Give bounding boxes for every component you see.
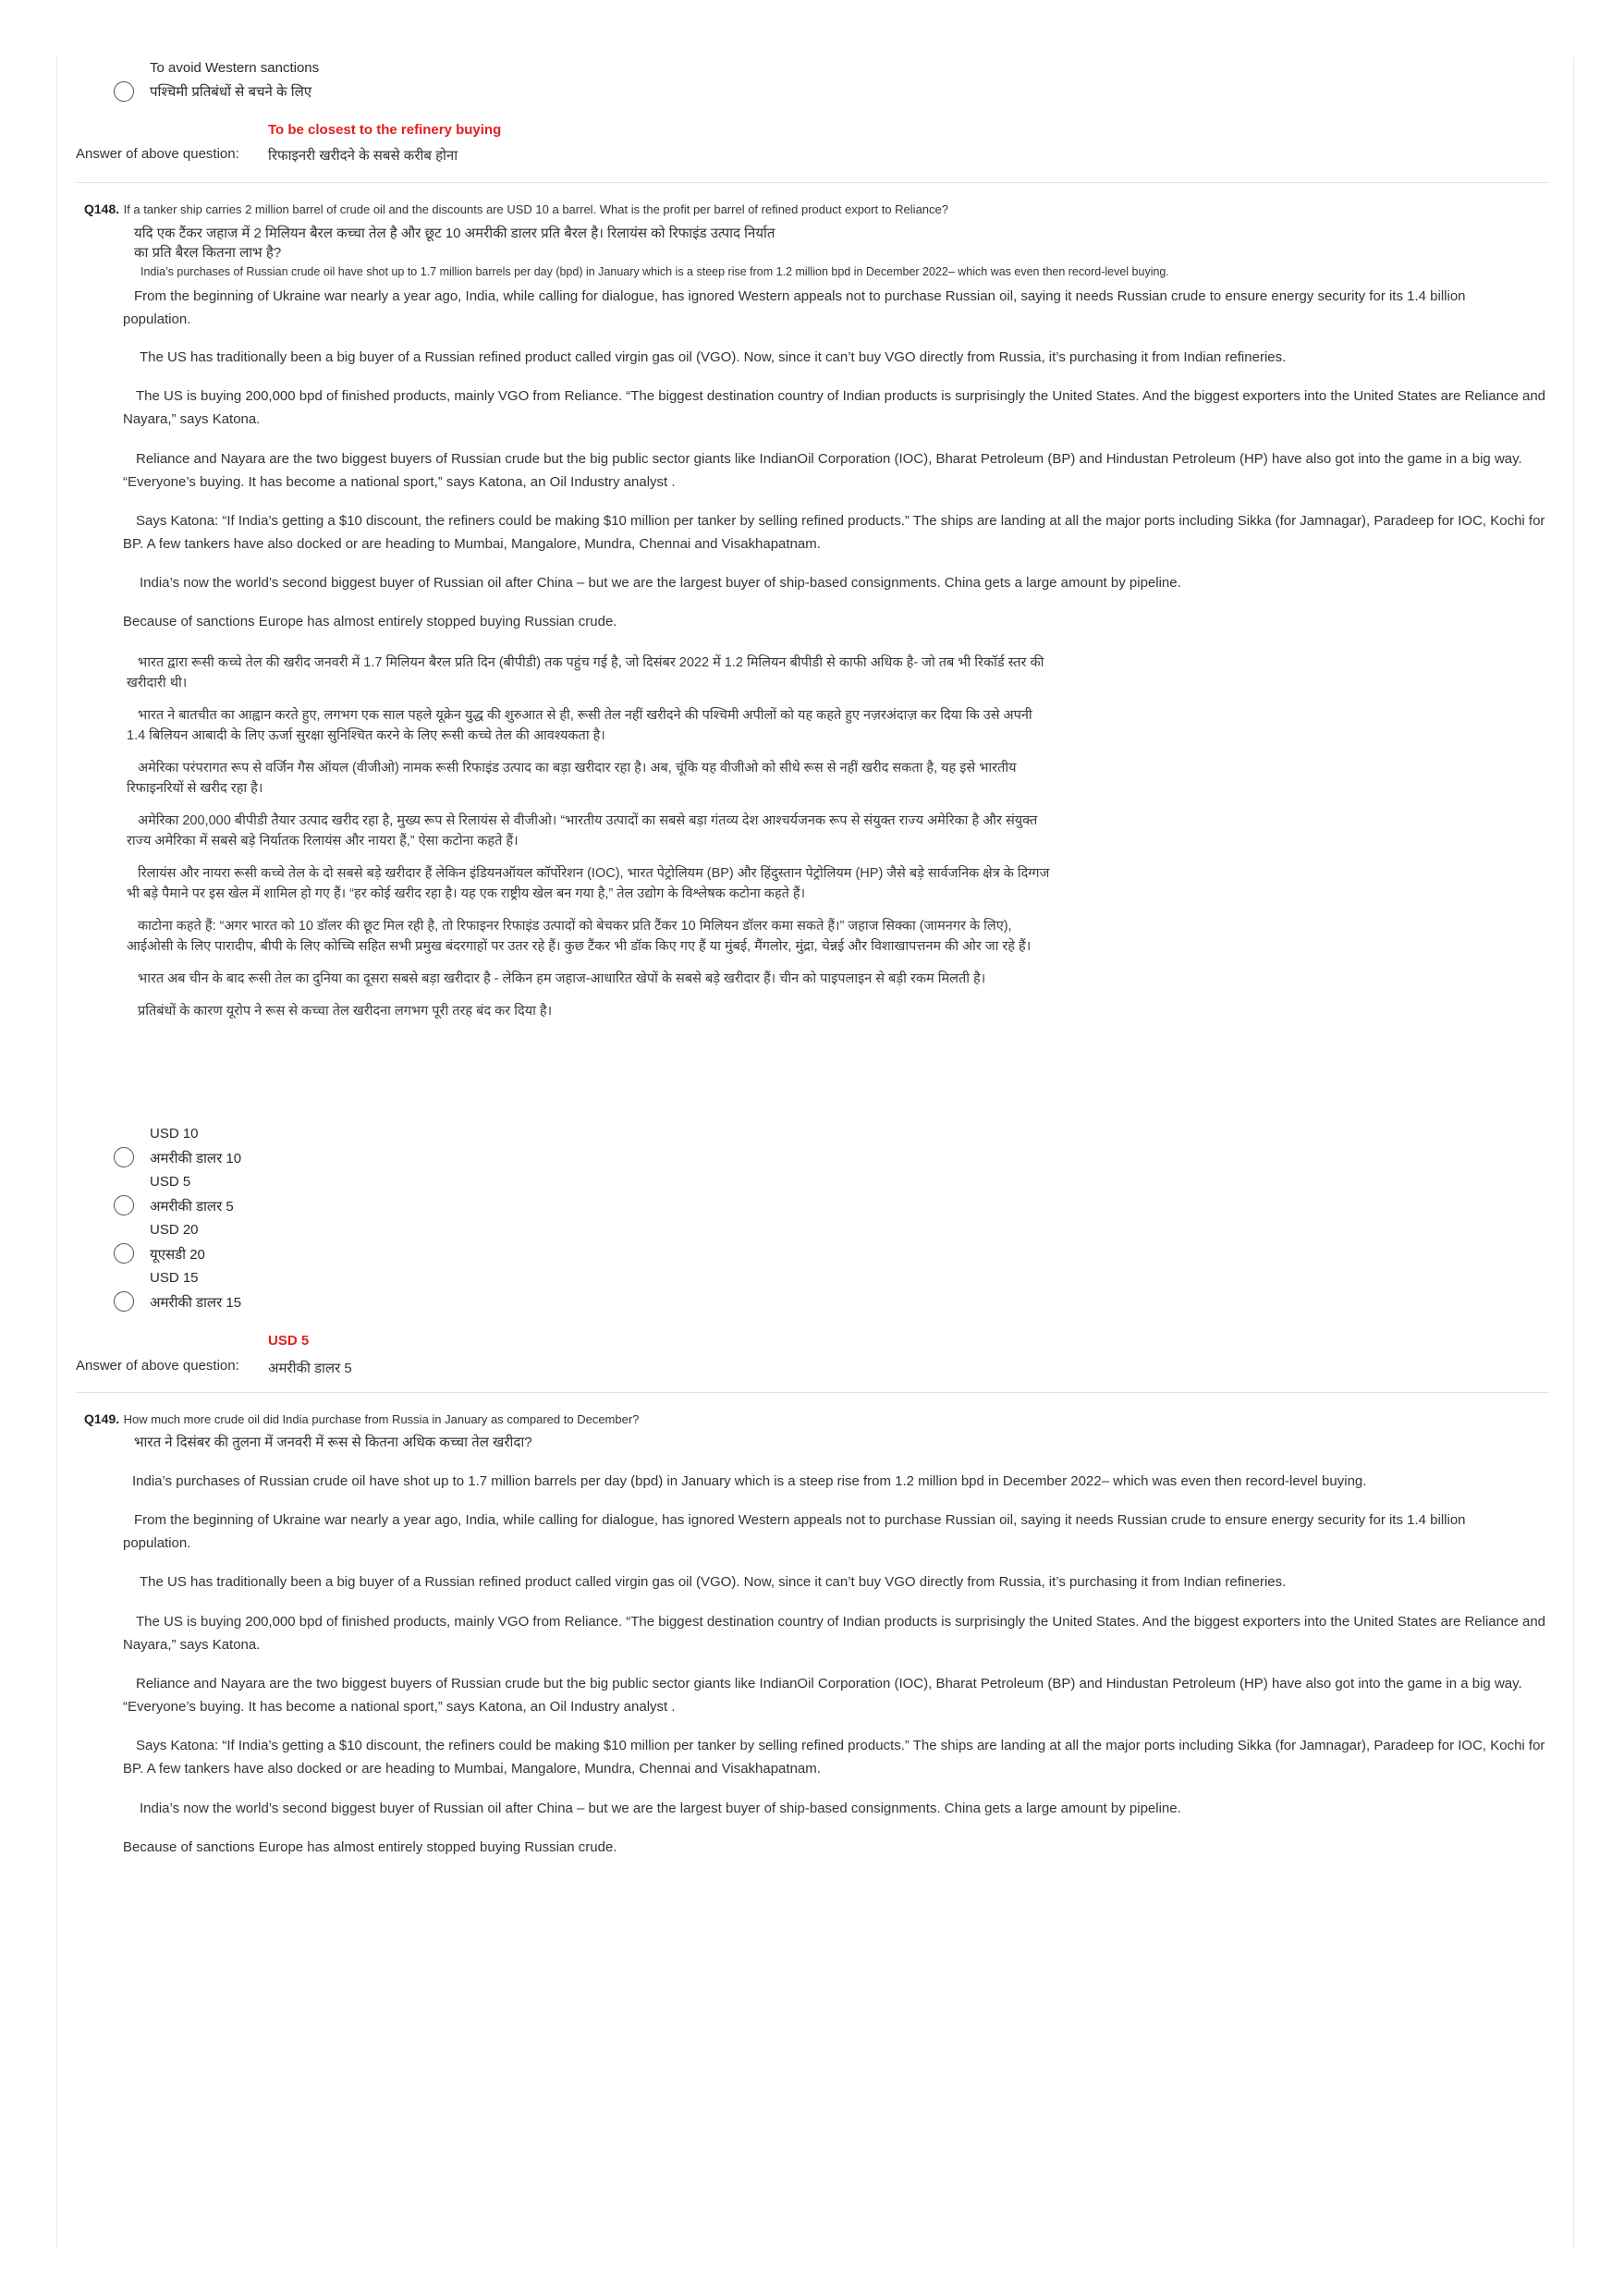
correct-answer-hi: रिफाइनरी खरीदने के सबसे करीब होना: [268, 148, 458, 164]
question-number: Q149.: [84, 1411, 120, 1426]
answer-label: Answer of above question:: [76, 1358, 239, 1374]
correct-answer-hi: अमरीकी डालर 5: [268, 1361, 352, 1376]
question-149: [84, 1411, 1526, 1428]
passage-paragraph: The US has traditionally been a big buyer of a Russian refined product called virgin gas oil (VGO). Now, since it can’t buy VGO directly from Russia, it’s purchasing it from Indian refineries.: [140, 1574, 1287, 1590]
question-text-hi: भारत ने दिसंबर की तुलना में जनवरी में रूस से कितना अधिक कच्चा तेल खरीदा?: [134, 1435, 532, 1450]
passage-hindi: [127, 653, 1051, 1033]
passage-paragraph: Says Katona: “If India’s getting a $10 discount, the refiners could be making $10 million per tanker by selling refined products.” The ships are landing at all the major ports including Sikka (for Jamnagar), Paradeep for IOC, Kochi for BP. A few tankers have also docked or are heading to Mumbai, Mangalore, Mundra, Chennai and Visakhapatnam.: [123, 513, 1545, 552]
passage-paragraph: From the beginning of Ukraine war nearly a year ago, India, while calling for dialogue, has ignored Western appeals not to purchase Russian oil, saying it needs Russian crude to ensure energy security for its 1.4 billion population.: [123, 288, 1466, 327]
passage-hindi-paragraph: भारत ने बातचीत का आह्वान करते हुए, लगभग एक साल पहले यूक्रेन युद्ध की शुरुआत से ही, रूसी तेल नहीं खरीदने की पश्चिमी अपीलों को यह कहते हुए नज़रअंदाज़ कर दिया कि उसे अपनी 1.4 बिलियन आबादी के लिए ऊर्जा सुरक्षा सुनिश्चित करने के लिए रूसी कच्चे तेल की आवश्यकता है।: [127, 708, 1032, 743]
question-divider: [76, 182, 1549, 183]
passage-paragraph: India’s purchases of Russian crude oil have shot up to 1.7 million barrels per day (bpd) in January which is a steep rise from 1.2 million bpd in December 2022– which was even then record-level buying.: [132, 1473, 1367, 1489]
option-label-en: USD 15: [150, 1270, 199, 1286]
question-text-hi: यदि एक टैंकर जहाज में 2 मिलियन बैरल कच्चा तेल है और छूट 10 अमरीकी डालर प्रति बैरल है। रिलायंस को रिफाइंड उत्पाद निर्यात: [134, 226, 775, 241]
option-label-en: USD 20: [150, 1222, 199, 1238]
option-radio[interactable]: [114, 1195, 134, 1215]
passage-paragraph: Because of sanctions Europe has almost entirely stopped buying Russian crude.: [123, 1839, 617, 1855]
passage-hindi-paragraph: काटोना कहते हैं: “अगर भारत को 10 डॉलर की छूट मिल रही है, तो रिफाइनर रिफाइंड उत्पादों को बेचकर प्रति टैंकर 10 मिलियन डॉलर कमा सकते हैं।” जहाज सिक्का (जामनगर के लिए), आईओसी के लिए पारादीप, बीपी के लिए कोच्चि सहित सभी प्रमुख बंदरगाहों पर उतर रहे हैं। कुछ टैंकर भी डॉक किए गए हैं या मुंबई, मैंगलोर, मुंद्रा, चेन्नई और विशाखापत्तनम की ओर जा रहे हैं।: [127, 919, 1032, 954]
question-text-en: If a tanker ship carries 2 million barrel of crude oil and the discounts are USD 10 a barrel. What is the profit per barrel of refined product export to Reliance?: [123, 202, 948, 216]
passage-paragraph: Says Katona: “If India’s getting a $10 discount, the refiners could be making $10 million per tanker by selling refined products.” The ships are landing at all the major ports including Sikka (for Jamnagar), Paradeep for IOC, Kochi for BP. A few tankers have also docked or are heading to Mumbai, Mangalore, Mundra, Chennai and Visakhapatnam.: [123, 1738, 1545, 1777]
passage-paragraph: India’s now the world’s second biggest buyer of Russian oil after China – but we are the largest buyer of ship-based consignments. China gets a large amount by pipeline.: [140, 575, 1181, 591]
option-radio[interactable]: [114, 1147, 134, 1167]
question-number: Q148.: [84, 202, 120, 216]
passage-paragraph: Reliance and Nayara are the two biggest buyers of Russian crude but the big public sector giants like IndianOil Corporation (IOC), Bharat Petroleum (BP) and Hindustan Petroleum (HP) have also got into the game in a big way. “Everyone’s buying. It has become a national sport,” says Katona, an Oil Industry analyst .: [123, 1676, 1522, 1715]
question-text-hi-2: का प्रति बैरल कितना लाभ है?: [134, 245, 282, 261]
option-label-hi: पश्चिमी प्रतिबंधों से बचने के लिए: [150, 84, 312, 100]
question-text-en: How much more crude oil did India purchase from Russia in January as compared to December?: [123, 1412, 640, 1426]
passage-hindi-paragraph: भारत द्वारा रूसी कच्चे तेल की खरीद जनवरी में 1.7 मिलियन बैरल प्रति दिन (बीपीडी) तक पहुंच गई है, जो दिसंबर 2022 में 1.2 मिलियन बीपीडी से काफी अधिक है- जो तब भी रिकॉर्ड स्तर की खरीदारी थी।: [127, 655, 1044, 690]
option-label-en: To avoid Western sanctions: [150, 60, 320, 76]
passage-hindi-paragraph: अमेरिका परंपरागत रूप से वर्जिन गैस ऑयल (वीजीओ) नामक रूसी रिफाइंड उत्पाद का बड़ा खरीदार रहा है। अब, चूंकि यह वीजीओ को सीधे रूस से नहीं खरीद सकता है, यह इसे भारतीय रिफाइनरियों से खरीद रहा है।: [127, 761, 1017, 796]
passage-paragraph: The US is buying 200,000 bpd of finished products, mainly VGO from Reliance. “The biggest destination country of Indian products is surprisingly the United States. And the biggest exporters into the United States are Reliance and Nayara,” says Katona.: [123, 388, 1546, 427]
passage-paragraph: From the beginning of Ukraine war nearly a year ago, India, while calling for dialogue, has ignored Western appeals not to purchase Russian oil, saying it needs Russian crude to ensure energy security for its 1.4 billion population.: [123, 1512, 1466, 1551]
passage-paragraph: The US is buying 200,000 bpd of finished products, mainly VGO from Reliance. “The biggest destination country of Indian products is surprisingly the United States. And the biggest exporters into the United States are Reliance and Nayara,” says Katona.: [123, 1614, 1546, 1653]
passage-paragraph: India’s purchases of Russian crude oil have shot up to 1.7 million barrels per day (bpd) in January which is a steep rise from 1.2 million bpd in December 2022– which was even then record-level buying.: [140, 265, 1169, 278]
option-radio[interactable]: [114, 81, 134, 102]
answer-label: Answer of above question:: [76, 146, 239, 162]
option-label-en: USD 10: [150, 1126, 199, 1142]
passage-paragraph: Because of sanctions Europe has almost entirely stopped buying Russian crude.: [123, 614, 617, 629]
passage-paragraph: India’s now the world’s second biggest buyer of Russian oil after China – but we are the largest buyer of ship-based consignments. China gets a large amount by pipeline.: [140, 1801, 1181, 1816]
option-radio[interactable]: [114, 1291, 134, 1312]
passage-paragraph: The US has traditionally been a big buyer of a Russian refined product called virgin gas oil (VGO). Now, since it can’t buy VGO directly from Russia, it’s purchasing it from Indian refineries.: [140, 349, 1287, 365]
passage-hindi-paragraph: भारत अब चीन के बाद रूसी तेल का दुनिया का दूसरा सबसे बड़ा खरीदार है - लेकिन हम जहाज-आधारित खेपों के सबसे बड़े खरीदार हैं। चीन को पाइपलाइन से बड़ी रकम मिलती है।: [138, 971, 986, 986]
question-divider: [76, 1392, 1549, 1393]
option-label-hi: अमरीकी डालर 15: [150, 1295, 242, 1311]
question-148: [84, 202, 1526, 218]
option-label-hi: यूएसडी 20: [150, 1247, 205, 1263]
option-label-hi: अमरीकी डालर 10: [150, 1151, 242, 1166]
correct-answer-en: To be closest to the refinery buying: [268, 122, 502, 138]
option-label-en: USD 5: [150, 1174, 191, 1190]
option-radio[interactable]: [114, 1243, 134, 1264]
passage-hindi-paragraph: रिलायंस और नायरा रूसी कच्चे तेल के दो सबसे बड़े खरीदार हैं लेकिन इंडियनऑयल कॉर्पोरेशन (IOC), भारत पेट्रोलियम (BP) और हिंदुस्तान पेट्रोलियम (HP) जैसे बड़े सार्वजनिक क्षेत्र के दिग्गज भी बड़े पैमाने पर इस खेल में शामिल हो गए हैं। “हर कोई खरीद रहा है। यह एक राष्ट्रीय खेल बन गया है,” तेल उद्योग के विश्लेषक कटोना कहते हैं।: [127, 866, 1050, 901]
correct-answer-en: USD 5: [268, 1333, 310, 1349]
passage-paragraph: Reliance and Nayara are the two biggest buyers of Russian crude but the big public sector giants like IndianOil Corporation (IOC), Bharat Petroleum (BP) and Hindustan Petroleum (HP) have also got into the game in a big way. “Everyone’s buying. It has become a national sport,” says Katona, an Oil Industry analyst .: [123, 451, 1522, 490]
passage-hindi-paragraph: प्रतिबंधों के कारण यूरोप ने रूस से कच्चा तेल खरीदना लगभग पूरी तरह बंद कर दिया है।: [138, 1004, 553, 1019]
option-label-hi: अमरीकी डालर 5: [150, 1199, 234, 1215]
passage-hindi-paragraph: अमेरिका 200,000 बीपीडी तैयार उत्पाद खरीद रहा है, मुख्य रूप से रिलायंस से वीजीओ। “भारतीय उत्पादों का सबसे बड़ा गंतव्य देश आश्चर्यजनक रूप से संयुक्त राज्य अमेरिका है और संयुक्त राज्य अमेरिका में सबसे बड़े निर्यातक रिलायंस और नायरा हैं,” ऐसा कटोना कहते हैं।: [127, 813, 1038, 849]
